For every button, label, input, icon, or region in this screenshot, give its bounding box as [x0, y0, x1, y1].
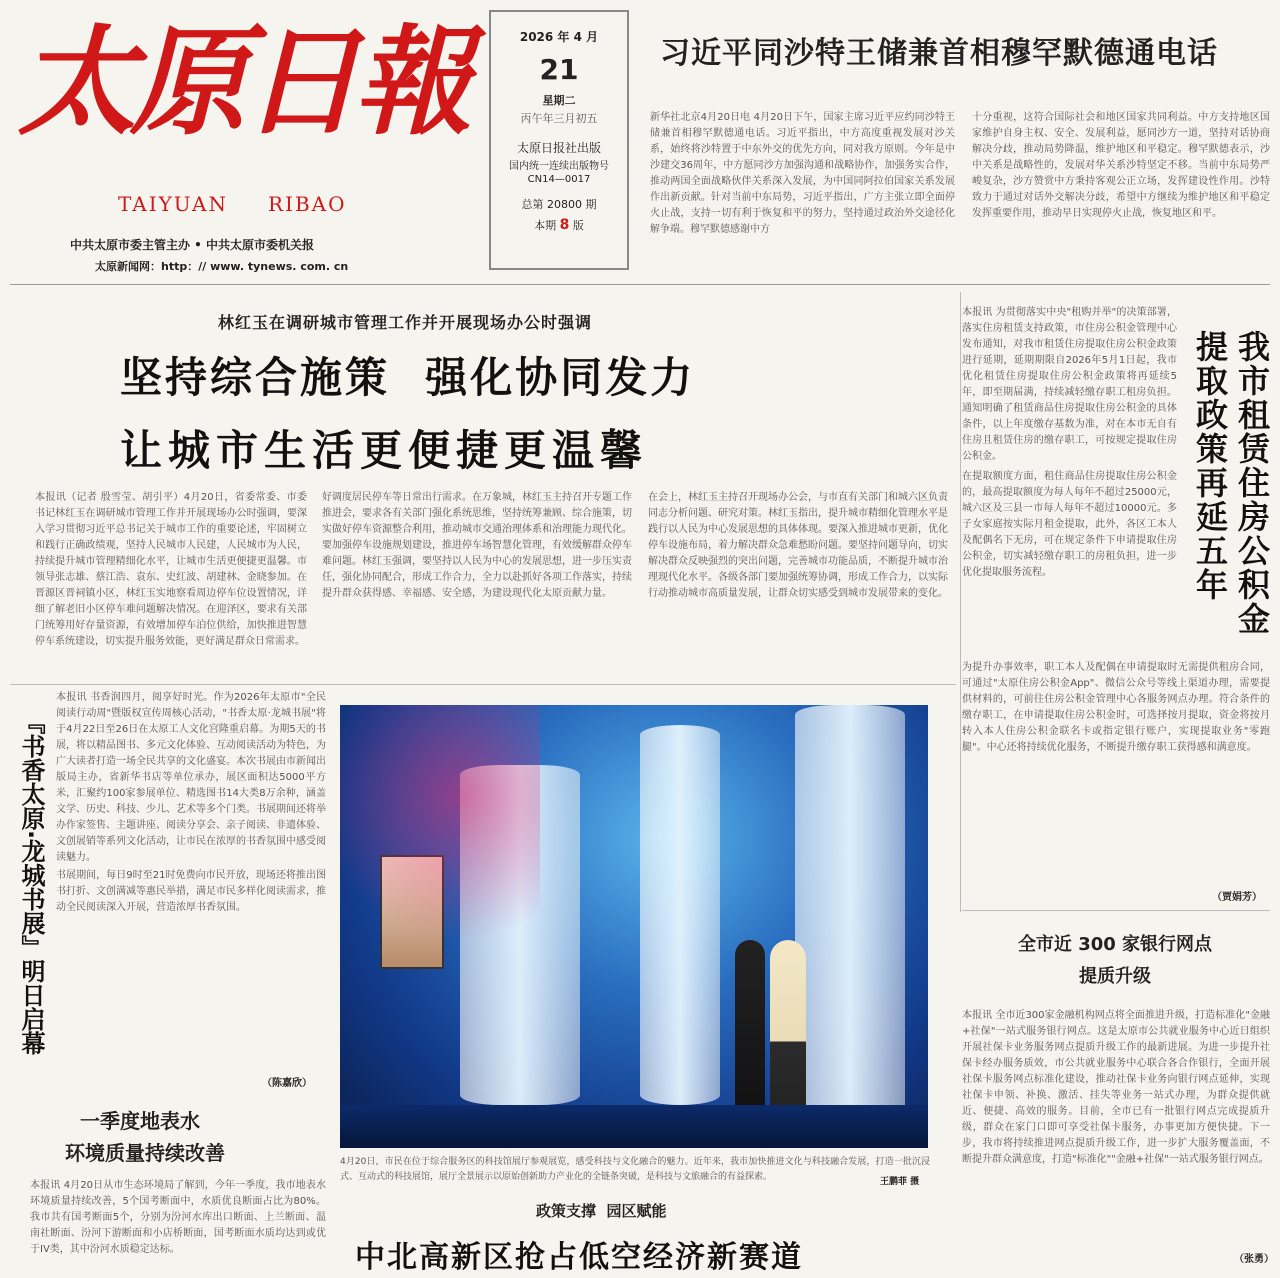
masthead-website[interactable]: 太原新闻网：http：// www. tynews. com. cn	[95, 260, 349, 273]
photo-caption: 4月20日，市民在位于综合服务区的科技馆展厅参观展览，感受科技与文化融合的魅力。近年来，我市加快推进文化与科技融合发展，打造一批沉浸式、互动式的科技展馆，展厅全景展示以原始创新助力产业化的全链条突破，是科技与文旅融合的有益探索。	[340, 1157, 930, 1182]
masthead-sponsor: 中共太原市委主管主办 • 中共太原市委机关报	[70, 238, 315, 252]
issue-day: 21	[539, 52, 579, 86]
main-headline-1[interactable]: 坚持综合施策 强化协同发力	[120, 353, 696, 402]
water-body: 本报讯 4月20日从市生态环境局了解到，今年一季度，我市地表水环境质量持续改善，5个国考断面中，水质优良断面占比为80%。我市共有国考断面5个，分别为汾河水库出口断面、上兰断面、温南社断面、汾河下游断面和小店桥断面，国考断面水质均达到或优于IV类，其中汾河水质稳定达标。	[30, 1180, 326, 1255]
book-vertical-title[interactable]: 『书香太原·龙城书展』明日启幕	[17, 710, 45, 1056]
photo-person-1	[735, 940, 765, 1120]
side-byline: （贾娟芳）	[1212, 892, 1262, 903]
issue-cn-label: 国内统一连续出版物号	[509, 161, 609, 173]
lead-body-col2: 十分重视，这符合国际社会和地区国家共同利益。中方支持地区国家维护自身主权、安全、发展利益，愿同沙方一道，坚持对话协商解决分歧，推动局势降温，维护地区和平稳定。穆罕默德表示，沙中关系是战略性的，发展对华关系沙特坚定不移。当前中东局势严峻复杂，沙方赞赏中方秉持客观公正立场，发挥建设性作用。沙特致力于通过对话外交解决分歧，希望中方继续为维护地区和平稳定发挥重要作用，推动早日实现停火止战，恢复地区和平。	[972, 112, 1270, 219]
photo-tube-right	[795, 705, 905, 1115]
lead-headline[interactable]: 习近平同沙特王储兼首相穆罕默德通电话	[660, 36, 1218, 71]
divider-mid	[10, 684, 956, 685]
photo-tube-center	[640, 725, 720, 1105]
side-headline-left[interactable]: 提取政策再延五年	[1191, 330, 1229, 602]
divider-side	[960, 292, 961, 912]
bank-byline: （张勇）	[1234, 1254, 1274, 1265]
issue-cn-number: CN14—0017	[527, 174, 591, 186]
main-body-col1: 本报讯（记者 殷雪莹、胡引平）4月20日，省委常委、市委书记林红玉在调研城市管理工作并开展现场办公时强调，要深入学习贯彻习近平总书记关于城市工作的重要论述，牢固树立和践行正确政绩观，坚持人民城市人民建，人民城市为人民，持续提升城市管理精细化水平，让城市生活更便捷更温馨。市领导张志雄、蔡江浩、袁东、史红波、胡建林、金晓参加。在晋源区晋祠镇小区，林红玉实地察看周边停车位设置情况，详细了解老旧小区停车难问题解决情况。在迎泽区，要求有关部门统筹用好存量资源，有效增加停车泊位供给，加快推进智慧停车系统建设，切实提升服务效能，更好满足群众日常需求。	[35, 492, 307, 647]
masthead-pinyin-b: RIBAO	[267, 192, 347, 216]
masthead-title: 太原日報	[18, 12, 467, 151]
side-headline-right[interactable]: 我市租赁住房公积金	[1233, 330, 1271, 636]
issue-pages-suffix: 版	[572, 219, 584, 233]
bank-body: 本报讯 全市近300家金融机构网点将全面推进升级，打造标准化"金融+社保"一站式服务银行网点。这是太原市公共就业服务中心近日组织开展社保卡业务服务网点提质升级工作的最新进展。为进一步提升社保卡经办服务质效，市公共就业服务中心联合各合作银行，全面开展社保卡服务网点标准化建设，推动社保卡业务向银行网点延伸，实现社保卡申领、补换、激活、挂失等业务一站式办理，为群众提供就近、便捷、高效的服务。目前，全市已有一批银行网点完成提质升级，群众在家门口即可享受社保卡服务，办事更加方便快捷。下一步，我市将持续推进网点提质升级工作，进一步扩大服务覆盖面，不断提升群众满意度，打造"标准化""金融+社保"一站式服务银行网点。	[962, 1010, 1270, 1165]
bottom-headline[interactable]: 中北高新区抢占低空经济新赛道	[355, 1240, 803, 1275]
side-body-2: 在提取额度方面，租住商品住房提取住房公积金的，最高提取额度为每人每年不超过25000元，城六区及三县一市每人每年不超过10000元。多子女家庭按实际月租金提取，此外，各区工本人及配偶名下无房，可在规定条件下申请提取住房公积金，切实减轻缴存职工的房租负担，进一步优化提取服务流程。	[962, 471, 1177, 578]
main-headline-2[interactable]: 让城市生活更便捷更温馨	[120, 426, 649, 475]
main-body-col2: 好调度居民停车等日常出行需求。在万象城，林红玉主持召开专题工作推进会，要求各有关部门强化系统思维，坚持统筹兼顾、综合施策，切实做好停车资源整合利用，推动城市交通治理体系和治理能力现代化。要加强停车设施规划建设，推进停车场智慧化管理，有效缓解群众停车难问题。林红玉强调，要坚持以人民为中心的发展思想，进一步压实责任，强化协同配合，形成工作合力，全力以赴抓好各项工作落实，持续提升群众获得感、幸福感、安全感，为建设现代化太原贡献力量。	[322, 492, 632, 599]
issue-date: 2026 年 4 月	[519, 30, 599, 44]
issue-pages	[491, 216, 627, 234]
issue-pages-number: 8	[559, 217, 570, 234]
divider-side-bottom	[962, 910, 1270, 911]
water-headline-1[interactable]: 一季度地表水	[80, 1109, 200, 1133]
bank-headline-2[interactable]: 提质升级	[1079, 966, 1151, 987]
photo-floor	[340, 1105, 928, 1148]
divider-top	[10, 284, 1270, 285]
issue-publisher: 太原日报社出版	[516, 140, 601, 155]
issue-number: 总第 20800 期	[521, 198, 597, 212]
side-body-3: 为提升办事效率，职工本人及配偶在申请提取时无需提供租房合同，可通过"太原住房公积金App"、微信公众号等线上渠道办理，需要提供材料的，可前往住房公积金管理中心各服务网点办理。符合条件的缴存职工，在申请提取住房公积金时，可选择按月提取，资金将按月转入本人住房公积金联名卡或指定银行账户，实现提取业务"零跑腿"。中心还将持续优化服务，不断提升缴存职工获得感和满意度。	[962, 662, 1270, 753]
photo-person-2	[770, 940, 806, 1125]
masthead-pinyin-a: TAIYUAN	[118, 192, 228, 216]
issue-weekday: 星期二	[542, 93, 576, 107]
masthead-pinyin	[118, 192, 386, 216]
main-body-col3: 在会上，林红玉主持召开现场办公会，与市直有关部门和城六区负责同志分析问题、研究对策。林红玉指出，提升城市精细化管理水平是践行以人民为中心发展思想的具体体现。要深入推进城市更新，优化停车设施布局，着力解决群众急难愁盼问题。要坚持问题导向，切实解决群众反映强烈的突出问题，完善城市功能品质，不断提升城市治理现代化水平。各级各部门要加强统筹协调，形成工作合力，以实际行动推动城市高质量发展，让群众切实感受到城市发展带来的变化。	[648, 492, 948, 599]
issue-info-box	[489, 10, 629, 270]
bottom-kicker: 政策支撑 园区赋能	[536, 1202, 667, 1220]
water-headline-2[interactable]: 环境质量持续改善	[65, 1141, 225, 1165]
issue-lunar: 丙午年三月初五	[520, 112, 598, 126]
book-body: 本报讯 书香润四月，阅享好时光。作为2026年太原市"全民阅读行动周"暨版权宣传周核心活动，"书香太原·龙城书展"将于4月22日至26日在太原工人文化宫隆重启幕。为期5天的书展，将以精品图书、多元文化体验、互动阅读活动为特色，为广大读者打造一场全民共享的文化盛宴。本次书展由市新闻出版局主办，省新华书店等单位承办，展区面积达5000平方米，汇聚约100家参展单位、精选图书14大类8万余种，涵盖文学、历史、科技、少儿、艺术等多个门类。书展期间还将举办作家签售、主题讲座、阅读分享会、亲子阅读、非遗体验、文创展销等系列文化活动，让市民在浓厚的书香氛围中感受阅读魅力。	[56, 692, 326, 863]
book-byline: （陈嘉欣）	[262, 1078, 312, 1089]
book-body-2: 书展期间，每日9时至21时免费向市民开放，现场还将推出图书打折、文创满减等惠民举措，满足市民多样化阅读需求，推动全民阅读深入开展，营造浓厚书香氛围。	[56, 870, 326, 913]
side-body-1: 本报讯 为贯彻落实中央"租购并举"的决策部署，落实住房租赁支持政策，市住房公积金管理中心发布通知，对我市租赁住房提取住房公积金政策进行延期，延期期限自2026年5月1日起，我市优化租赁住房提取住房公积金政策将再延续5年，即至期届满，持续减轻缴存职工租房负担。通知明确了租赁商品住房提取住房公积金的具体条件，以上年度缴存基数为准，对在本市无自有住房且租赁住房的缴存职工，可按规定提取住房公积金。	[962, 307, 1177, 462]
main-kicker: 林红玉在调研城市管理工作并开展现场办公时强调	[218, 313, 593, 332]
photo-molecule-decor	[340, 705, 540, 1005]
bank-headline-1[interactable]: 全市近 300 家银行网点	[1017, 934, 1213, 955]
lead-body-col1: 新华社北京4月20日电 4月20日下午，国家主席习近平应约同沙特王储兼首相穆罕默德通电话。习近平指出，中方高度重视发展对沙关系，始终将沙特置于中东外交的优先方向，同对我方原则。今年是中沙建交36周年，中方愿同沙方加强沟通和战略协作，加强务实合作，推动两国全面战略伙伴关系深入发展，为中国同阿拉伯国家关系发展作出新贡献。针对当前中东局势，习近平指出，广方主张立即全面停火止战，支持一切有利于恢复和平的努力，坚持通过政治外交途径化解争端。穆罕默德感谢中方	[650, 112, 955, 235]
news-photo[interactable]	[340, 705, 928, 1148]
issue-pages-prefix: 本期	[534, 219, 557, 233]
photo-credit: 王鹏菲 摄	[876, 1174, 919, 1187]
